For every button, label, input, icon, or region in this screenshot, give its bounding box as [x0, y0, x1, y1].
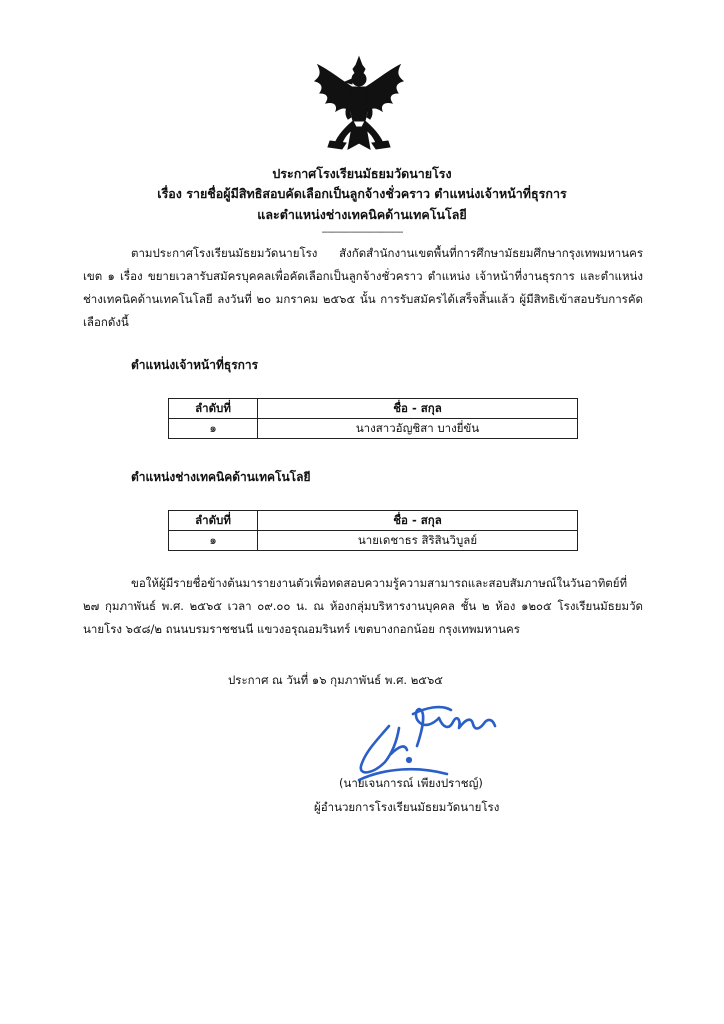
- section-heading-admin: ตำแหน่งเจ้าหน้าที่ธุรการ: [131, 358, 259, 372]
- candidate-table-admin: [168, 398, 578, 439]
- table-row: [169, 419, 578, 439]
- table-header-row: [169, 399, 578, 419]
- table-row: [169, 531, 578, 551]
- title-separator: -------------------------------: [321, 227, 403, 238]
- handwritten-signature: [355, 688, 515, 783]
- column-header-name: ชื่อ - สกุล: [258, 511, 578, 531]
- signer-name: (นายเจนการณ์ เพียงปราชญ์): [339, 776, 483, 790]
- section-heading-technician: ตำแหน่งช่างเทคนิคด้านเทคโนโลยี: [131, 470, 311, 484]
- signer-position: ผู้อำนวยการโรงเรียนมัธยมวัดนายโรง: [314, 800, 500, 814]
- announcement-title: ประกาศโรงเรียนมัธยมวัดนายโรง: [272, 166, 452, 181]
- intro-paragraph: ตามประกาศโรงเรียนมัธยมวัดนายโรง สังกัดสำนักงานเขตพื้นที่การศึกษามัธยมศึกษากรุงเทพมหานคร เขต ๑ เรื่อง ขยายเวลารับสมัครบุคคลเพื่อคัดเลือกเป็นลูกจ้างชั่วคราว ตำแหน่ง เจ้าหน้าที่งานธุรการ และตำแหน่ง ช่างเทคนิคด้านเทคโนโลยี ลงวันที่ ๒๐ มกราคม ๒๕๖๕ นั้น การรับสมัครได้เสร็จสิ้นแล้ว ผู้มีสิทธิเข้าสอบรับการคัดเลือกดังนี้: [83, 246, 643, 329]
- candidate-name: นางสาวอัญชิสา บางยี่ขัน: [258, 419, 578, 439]
- closing-paragraph: ขอให้ผู้มีรายชื่อข้างต้นมารายงานตัวเพื่อทดสอบความรู้ความสามารถและสอบสัมภาษณ์ในวันอาทิตย์ที่ ๒๗ กุมภาพันธ์ พ.ศ. ๒๕๖๕ เวลา ๐๙.๐๐ น. ณ ห้องกลุ่มบริหารงานบุคคล ชั้น ๒ ห้อง ๑๒๐๕ โรงเรียนมัธยมวัดนายโรง ๖๕๘/๒ ถนนบรมราชชนนี แขวงอรุณอมรินทร์ เขตบางกอกน้อย กรุงเทพมหานคร: [83, 576, 643, 636]
- row-number: ๑: [169, 419, 258, 439]
- row-number: ๑: [169, 531, 258, 551]
- column-header-no: ลำดับที่: [169, 399, 258, 419]
- candidate-table-technician: [168, 510, 578, 551]
- candidate-name: นายเดชาธร สิริสินวิบูลย์: [258, 531, 578, 551]
- announcement-date: ประกาศ ณ วันที่ ๑๖ กุมภาพันธ์ พ.ศ. ๒๕๖๕: [228, 673, 443, 687]
- garuda-emblem-icon: [312, 55, 407, 153]
- column-header-name: ชื่อ - สกุล: [258, 399, 578, 419]
- announcement-subject: เรื่อง รายชื่อผู้มีสิทธิสอบคัดเลือกเป็นลูกจ้างชั่วคราว ตำแหน่งเจ้าหน้าที่ธุรการ: [157, 186, 567, 201]
- table-header-row: [169, 511, 578, 531]
- column-header-no: ลำดับที่: [169, 511, 258, 531]
- announcement-subject-cont: และตำแหน่งช่างเทคนิคด้านเทคโนโลยี: [257, 207, 467, 222]
